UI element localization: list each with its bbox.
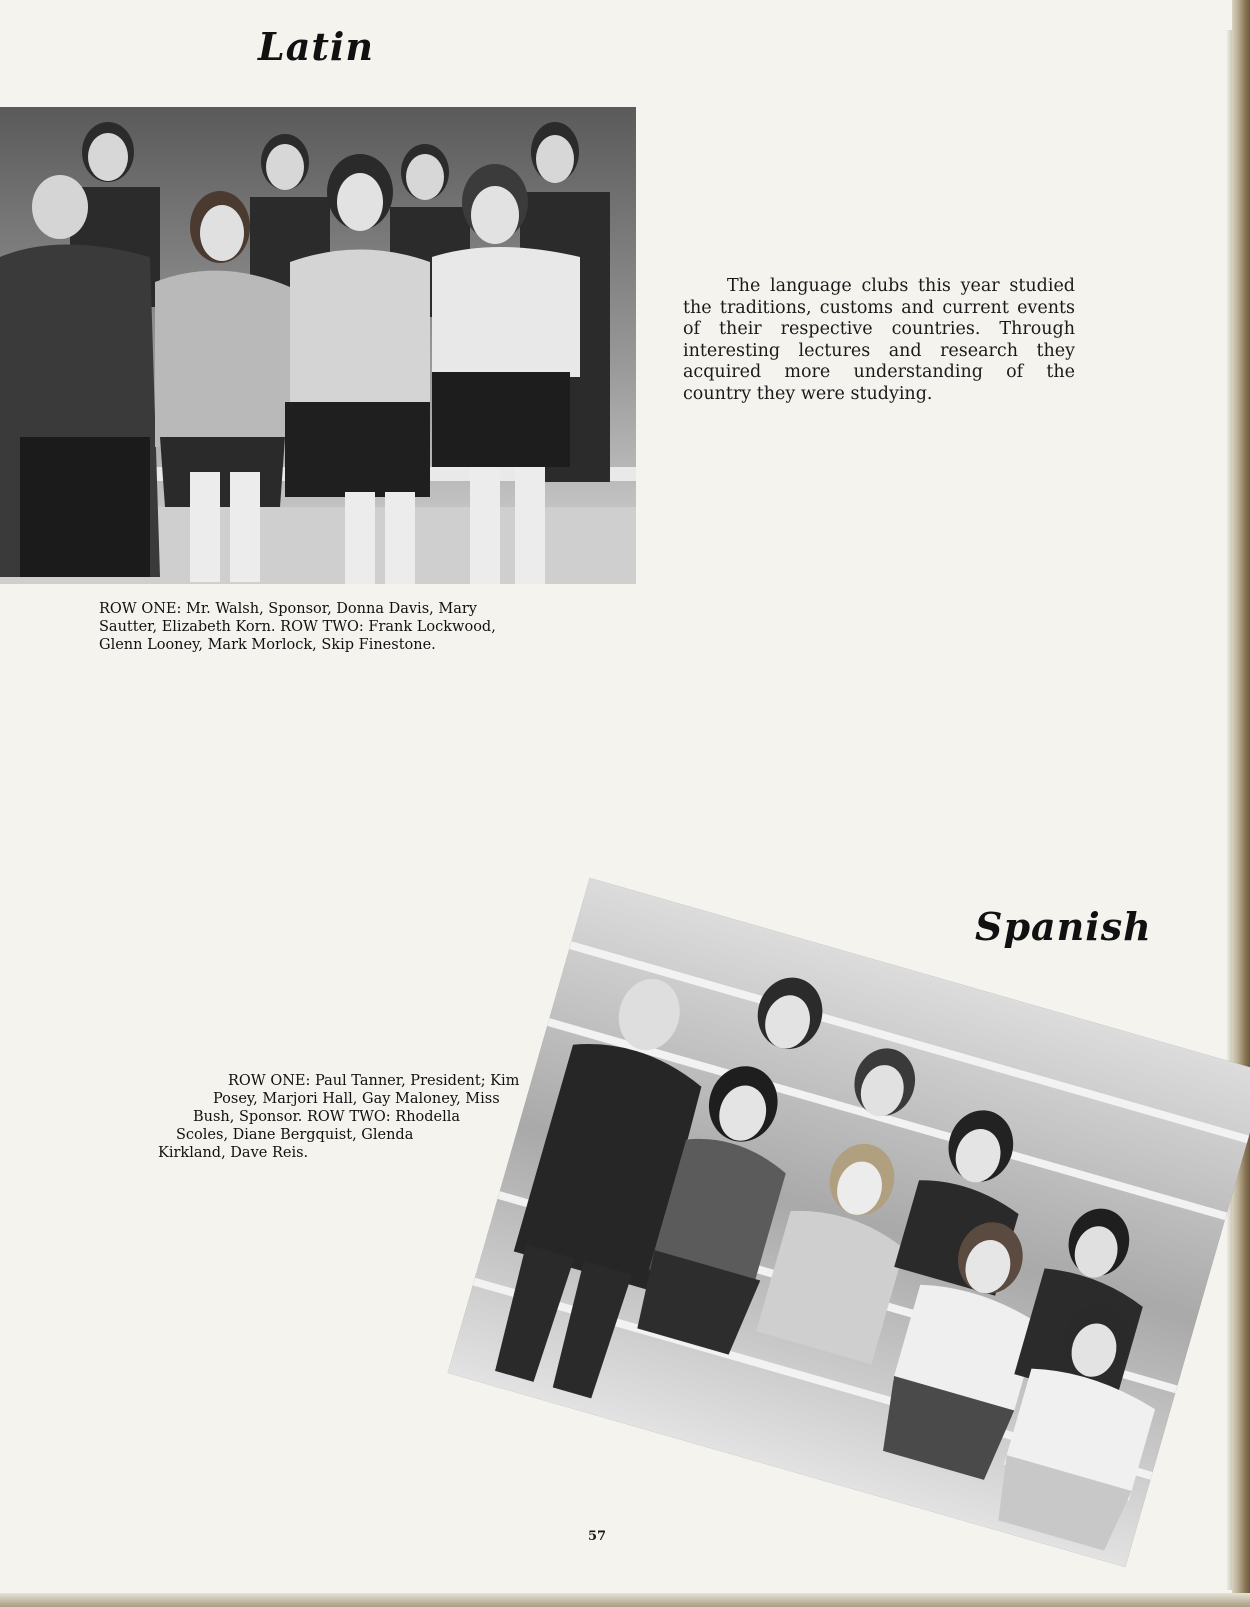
latin-club-photo: [0, 107, 636, 584]
spanish-club-photo: [448, 878, 1250, 1567]
spanish-photo-image: [448, 878, 1250, 1567]
spanish-caption-line: ROW ONE: Paul Tanner, President; Kim: [228, 1073, 520, 1089]
page-bottom-edge: [0, 1593, 1250, 1607]
latin-photo-image: [0, 107, 636, 584]
spanish-heading: Spanish: [975, 904, 1152, 949]
page-binding-edge: [1232, 0, 1250, 1607]
latin-caption: ROW ONE: Mr. Walsh, Sponsor, Donna Davis, Mary Sautter, Elizabeth Korn. ROW TWO: Frank Lockwood, Glenn Looney, Mark Morlock, Skip Finestone.: [99, 601, 496, 653]
spanish-caption-line: Scoles, Diane Bergquist, Glenda: [176, 1127, 414, 1143]
spanish-caption-line: Bush, Sponsor. ROW TWO: Rhodella: [193, 1109, 461, 1125]
spanish-club-photo-frame: [448, 878, 1250, 1567]
spanish-caption: [158, 1072, 558, 1162]
latin-heading: Latin: [258, 24, 374, 69]
page-number: 57: [588, 1529, 607, 1544]
spanish-caption-line: Posey, Marjori Hall, Gay Maloney, Miss: [213, 1091, 500, 1107]
spanish-caption-line: Kirkland, Dave Reis.: [158, 1145, 309, 1161]
intro-paragraph: The language clubs this year studied the traditions, customs and current events of their respective countries. Through interesting lectures and research they acquired more understanding of the country they were studying.: [683, 276, 1075, 404]
